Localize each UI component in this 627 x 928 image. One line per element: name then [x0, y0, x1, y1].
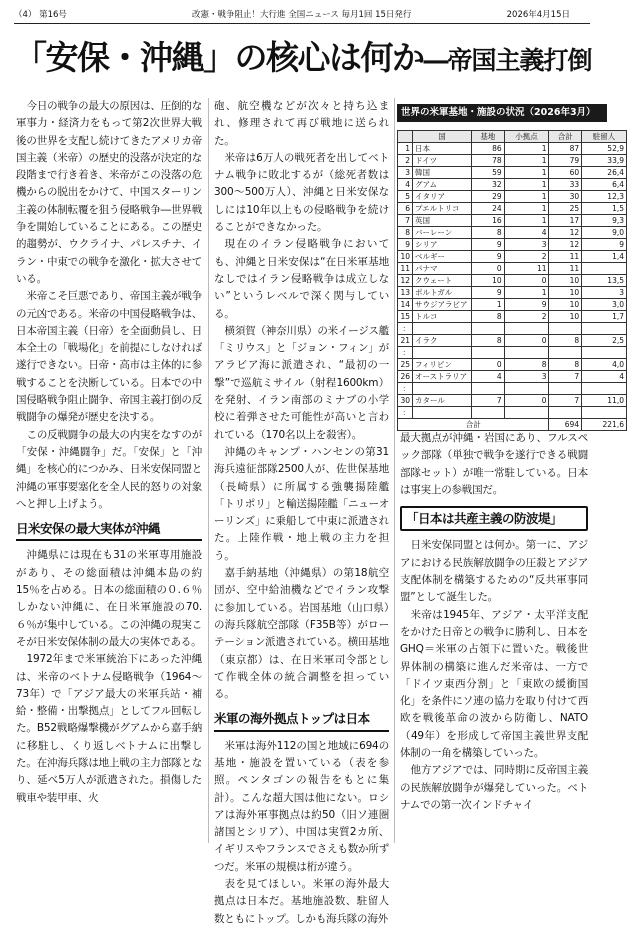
paragraph: 米帝こそ巨悪であり、帝国主義が戦争の元凶である。米帝の中国侵略戦争は、日本帝国主義（日帝）を全面動員し、日本全土の「戦場化」を前提にしなければ遂行できない。日帝・高市は主体的に参戦することを決断している。日本での中国侵略戦争阻止闘争、帝国主義打倒の反戦闘争の爆発が歴史を決する。 — [16, 290, 202, 424]
paragraph: 日米安保同盟とは何か。第一に、アジアにおける民族解放闘争の圧殺とアジア支配体制を構築するための“反共軍事同盟”として誕生した。 — [400, 539, 588, 604]
total-troops: 221,6 — [582, 419, 627, 431]
article-column-3 — [400, 430, 588, 814]
headline-sub: ―帝国主義打倒 — [423, 46, 592, 75]
table-cell: 12 — [549, 227, 582, 239]
table-cell: 9,0 — [582, 227, 627, 239]
column-divider — [208, 98, 209, 843]
table-cell — [504, 323, 549, 335]
column-divider — [394, 98, 395, 843]
table-cell: オーストラリア — [413, 371, 472, 383]
table-cell: 9 — [504, 299, 549, 311]
page-number: （4） 第16号 — [14, 10, 67, 20]
table-row — [398, 203, 627, 215]
us-bases-table — [397, 104, 624, 431]
table-body — [398, 143, 627, 431]
paragraph: 今日の戦争の最大の原因は、圧倒的な軍事力・経済力をもって第2次世界大戦後の世界を支配し続けてきたアメリカ帝国主義（米帝）の歴史的没落が決定的な段階まで行き着き、米帝がこの没落の危機からの脱出をかけて、中国スターリン主義の体制転覆を狙う侵略戦争―世界戦争を開始していることにある。この歴史的趨勢が、ウクライナ、パレスチナ、イラン・中東での戦争を激化・拡大させている。 — [16, 100, 202, 285]
paragraph: 現在のイラン侵略戦争においても、沖縄と日米安保は“在日米軍基地なしではイラン侵略戦争は成立しない”というレベルで深く関与している。 — [214, 238, 389, 320]
table-row — [398, 215, 627, 227]
table-cell: 3 — [398, 167, 413, 179]
table-cell: 79 — [549, 155, 582, 167]
table-cell: 日本 — [413, 143, 472, 155]
table-cell: 3,0 — [582, 299, 627, 311]
table-row — [398, 383, 627, 395]
table-row — [398, 395, 627, 407]
table-cell: 10 — [472, 275, 505, 287]
table-cell: 1 — [504, 191, 549, 203]
table-cell: 59 — [472, 167, 505, 179]
table-row — [398, 311, 627, 323]
table-cell: 1 — [472, 299, 505, 311]
paragraph: 嘉手納基地（沖縄県）の第18航空団が、空中給油機などでイラン攻撃に参加している。岩国基地（山口県）の海兵隊航空部隊（F35B等）がローテーション派遣されている。横田基地（東京都）は、在日米軍司令部として作戦全体の統合調整を担っている。 — [214, 567, 389, 701]
table-cell — [472, 383, 505, 395]
table-cell: ： — [398, 383, 413, 395]
table-cell: 8 — [472, 335, 505, 347]
table-header-row — [398, 131, 627, 143]
table-cell: 10 — [549, 287, 582, 299]
table-cell: 7 — [398, 215, 413, 227]
column-header: 駐留人 — [582, 131, 627, 143]
paragraph: 最大拠点が沖縄・岩国にあり、フルスペック部隊（単独で戦争を遂行できる戦闘部隊セット）が唯一常駐している。日本は事実上の参戦国だ。 — [400, 432, 588, 496]
table-cell: ： — [398, 407, 413, 419]
section-heading: 米軍の海外拠点トップは日本 — [214, 710, 389, 731]
table-cell: 1 — [504, 143, 549, 155]
table-cell: 3 — [582, 287, 627, 299]
table-cell: 1 — [504, 287, 549, 299]
table-cell: 6 — [398, 203, 413, 215]
table-row — [398, 275, 627, 287]
column-header: 小拠点 — [504, 131, 549, 143]
table-cell: 29 — [472, 191, 505, 203]
table-cell: 4 — [398, 179, 413, 191]
table-cell: 12 — [549, 239, 582, 251]
table-row — [398, 299, 627, 311]
bases-table — [397, 130, 627, 431]
table-cell: 2 — [398, 155, 413, 167]
table-cell: 1,4 — [582, 251, 627, 263]
table-row — [398, 371, 627, 383]
table-cell: 11,0 — [582, 395, 627, 407]
paragraph: 1972年まで米軍統治下にあった沖縄は、米帝のベトナム侵略戦争（1964～73年）で「アジア最大の米軍兵站・補給・整備・出撃拠点」としてフル回転した。B52戦略爆撃機がグアムから嘉手納に移駐し、くり返しベトナムに出撃した。在沖海兵隊は地上戦の主力部隊となり、延べ5万人が派遣された。損傷した戦車や装甲車、火 — [16, 653, 202, 804]
table-cell: 26,4 — [582, 167, 627, 179]
table-cell: 12,3 — [582, 191, 627, 203]
table-cell: 60 — [549, 167, 582, 179]
table-cell: 9 — [472, 287, 505, 299]
table-cell: 32 — [472, 179, 505, 191]
table-cell: 4 — [472, 371, 505, 383]
table-cell: 8 — [472, 311, 505, 323]
table-cell — [549, 407, 582, 419]
table-row — [398, 239, 627, 251]
table-cell: 1 — [504, 215, 549, 227]
table-cell: 5 — [398, 191, 413, 203]
table-cell: 3 — [504, 239, 549, 251]
paragraph: 米帝は1945年、アジア・太平洋支配をかけた日帝との戦争に勝利し、日本をGHQ＝米軍の占領下に置いた。戦後世界体制の構築に進んだ米帝は、一方で「ドイツ東西分割」と「東欧の緩衝国化」を条件にソ連の協力を取り付けて西欧を戦後革命の波から防衛し、NATO（49年）を形成して帝国主義世界支配体制の一角を構築していった。 — [400, 608, 588, 760]
section-heading: 日米安保の最大実体が沖縄 — [16, 520, 202, 541]
masthead-bar — [14, 7, 590, 24]
table-cell: 24 — [472, 203, 505, 215]
table-cell: ポルトガル — [413, 287, 472, 299]
table-cell: シリア — [413, 239, 472, 251]
table-row — [398, 323, 627, 335]
table-cell: 1 — [398, 143, 413, 155]
table-cell: クウェート — [413, 275, 472, 287]
column-header: 国 — [413, 131, 472, 143]
table-cell: 30 — [398, 395, 413, 407]
table-cell: カタール — [413, 395, 472, 407]
table-cell: 1 — [504, 203, 549, 215]
article-column-1 — [16, 98, 202, 807]
table-row — [398, 287, 627, 299]
issue-date: 2026年4月15日 — [506, 10, 570, 20]
table-cell: 26 — [398, 371, 413, 383]
paragraph: 他方アジアでは、同時期に反帝国主義の民族解放闘争が爆発していった。ベトナムでの第一次インドチャイ — [400, 764, 588, 811]
table-cell: 9 — [582, 239, 627, 251]
table-cell: 33,9 — [582, 155, 627, 167]
table-cell — [549, 383, 582, 395]
table-cell: 8 — [549, 359, 582, 371]
table-cell: 英国 — [413, 215, 472, 227]
table-cell: 11 — [549, 251, 582, 263]
table-cell — [549, 323, 582, 335]
table-cell: 12 — [398, 275, 413, 287]
table-cell: 30 — [549, 191, 582, 203]
table-cell: 0 — [472, 359, 505, 371]
table-cell — [472, 323, 505, 335]
table-cell: プエルトリコ — [413, 203, 472, 215]
table-cell: イラク — [413, 335, 472, 347]
article-column-2 — [214, 98, 389, 928]
table-row — [398, 155, 627, 167]
table-total-row — [398, 419, 627, 431]
table-cell: 6,4 — [582, 179, 627, 191]
table-cell: 1,5 — [582, 203, 627, 215]
table-cell: 17 — [549, 215, 582, 227]
table-cell: フィリピン — [413, 359, 472, 371]
table-cell — [504, 347, 549, 359]
column-header — [398, 131, 413, 143]
table-cell: 0 — [504, 275, 549, 287]
table-cell — [504, 407, 549, 419]
total-label: 合計 — [398, 419, 549, 431]
table-cell: サウジアラビア — [413, 299, 472, 311]
table-cell: 1 — [504, 179, 549, 191]
table-cell: 10 — [549, 299, 582, 311]
paragraph: 横須賀（神奈川県）の米イージス艦「ミリウス」と「ジョン・フィン」がアラビア海に派遣され、“最初の一撃”で巡航ミサイル（射程1600km）を発射、イラン南部のミナブの小学校に着弾させた可能性が高いと言われている（170名以上を殺害）。 — [214, 324, 389, 441]
table-cell — [549, 347, 582, 359]
table-row — [398, 191, 627, 203]
paragraph: 沖縄県には現在も31の米軍専用施設があり、その総面積は沖縄本島の約15％を占める。日本の総面積の０.６％しかない沖縄に、在日米軍施設の70.６％が集中している。この沖縄の現実こそが日米安保体制の最大の実体である。 — [16, 549, 202, 648]
table-cell — [472, 347, 505, 359]
table-cell: 8 — [472, 227, 505, 239]
table-cell: 9 — [472, 239, 505, 251]
table-cell: 87 — [549, 143, 582, 155]
table-row — [398, 263, 627, 275]
table-cell — [582, 323, 627, 335]
table-cell: 78 — [472, 155, 505, 167]
table-cell — [413, 347, 472, 359]
table-cell: ： — [398, 347, 413, 359]
table-cell: 4,0 — [582, 359, 627, 371]
table-cell — [504, 383, 549, 395]
table-cell: 韓国 — [413, 167, 472, 179]
table-cell: 33 — [549, 179, 582, 191]
table-cell — [472, 407, 505, 419]
table-cell: 10 — [549, 311, 582, 323]
table-cell — [582, 263, 627, 275]
table-row — [398, 227, 627, 239]
table-cell: 52,9 — [582, 143, 627, 155]
table-cell: 4 — [582, 371, 627, 383]
table-cell: 0 — [472, 263, 505, 275]
table-cell: イタリア — [413, 191, 472, 203]
headline-main: 「安保・沖縄」の核心は何か — [14, 38, 424, 77]
table-cell: 15 — [398, 311, 413, 323]
table-cell: 25 — [398, 359, 413, 371]
headline — [14, 32, 592, 79]
table-cell: 1 — [504, 167, 549, 179]
table-cell: 21 — [398, 335, 413, 347]
table-cell: 8 — [504, 359, 549, 371]
table-cell: 0 — [504, 395, 549, 407]
table-cell — [413, 323, 472, 335]
table-row — [398, 335, 627, 347]
table-cell: 9 — [472, 251, 505, 263]
table-cell: 9 — [398, 239, 413, 251]
table-cell: 11 — [549, 263, 582, 275]
table-cell: バーレーン — [413, 227, 472, 239]
table-cell: トルコ — [413, 311, 472, 323]
table-cell: ： — [398, 323, 413, 335]
table-row — [398, 167, 627, 179]
table-cell — [413, 407, 472, 419]
table-cell: 86 — [472, 143, 505, 155]
table-row — [398, 251, 627, 263]
table-cell — [413, 383, 472, 395]
table-row — [398, 347, 627, 359]
table-cell: 9,3 — [582, 215, 627, 227]
paragraph: 米帝は6万人の戦死者を出してベトナム戦争に敗北するが（総死者数は300～500万人）、沖縄と日米安保なしには10年以上もの侵略戦争を続けることができなかった。 — [214, 151, 389, 234]
paragraph: この反戦闘争の最大の内実をなすのが「安保・沖縄闘争」だ。「安保」と「沖縄」を核心的につかみ、日米安保同盟と沖縄の軍事要塞化を全人民的怒りの対象へと押し上げよう。 — [16, 428, 202, 510]
table-cell: 10 — [549, 275, 582, 287]
paragraph: 砲、航空機などが次々と持ち込まれ、修理されて再び戦地に送られた。 — [214, 100, 389, 147]
table-row — [398, 359, 627, 371]
section-heading: 「日本は共産主義の防波堤」 — [400, 506, 588, 531]
table-cell: 1 — [504, 155, 549, 167]
newspaper-title: 改憲・戦争阻止！大行進 全国ニュース 毎月1回 15日発行 — [192, 10, 412, 20]
table-cell: 2 — [504, 311, 549, 323]
table-cell: 2,5 — [582, 335, 627, 347]
paragraph: 表を見てほしい。米軍の海外最大拠点は日本だ。基地施設数、駐留人数ともにトップ。しかも海兵隊の海外 — [214, 878, 389, 925]
table-row — [398, 179, 627, 191]
paragraph: 沖縄のキャンプ・ハンセンの第31海兵遠征部隊2500人が、佐世保基地（長崎県）に所属する強襲揚陸艦「トリポリ」と輸送揚陸艦「ニューオーリンズ」に乗船して中東に派遣された。上陸作戦・地上戦の主力を担う。 — [214, 445, 389, 562]
table-title: 世界の米軍基地・施設の状況（2026年3月） — [397, 104, 607, 122]
table-row — [398, 143, 627, 155]
table-cell: 8 — [398, 227, 413, 239]
table-cell: 14 — [398, 299, 413, 311]
table-cell: 13,5 — [582, 275, 627, 287]
table-cell: 16 — [472, 215, 505, 227]
paragraph: 米軍は海外112の国と地域に694の基地・施設を置いている（表を参照。ペンタゴンの報告をもとに集計）。こんな超大国は他にない。ロシアは海外軍事拠点は約50（旧ソ連圏諸国とシリア）、中国は実質2カ所、イギリスやフランスでさえも数か所ずつだ。米軍の規模は桁が違う。 — [214, 739, 389, 873]
table-cell: ベルギー — [413, 251, 472, 263]
table-cell — [582, 347, 627, 359]
table-cell — [582, 383, 627, 395]
table-cell: 2 — [504, 251, 549, 263]
table-cell: 10 — [398, 251, 413, 263]
table-cell: 25 — [549, 203, 582, 215]
table-row — [398, 407, 627, 419]
table-cell: 7 — [549, 395, 582, 407]
table-cell — [582, 407, 627, 419]
table-cell: パナマ — [413, 263, 472, 275]
table-cell: 7 — [472, 395, 505, 407]
table-cell: 11 — [504, 263, 549, 275]
table-cell: 0 — [504, 335, 549, 347]
table-cell: 8 — [549, 335, 582, 347]
table-cell: 11 — [398, 263, 413, 275]
column-header: 基地 — [472, 131, 505, 143]
column-header: 合計 — [549, 131, 582, 143]
total-sum: 694 — [549, 419, 582, 431]
table-cell: グアム — [413, 179, 472, 191]
table-cell: ドイツ — [413, 155, 472, 167]
table-cell: 3 — [504, 371, 549, 383]
table-cell: 7 — [549, 371, 582, 383]
table-cell: 13 — [398, 287, 413, 299]
table-cell: 4 — [504, 227, 549, 239]
table-cell: 1,7 — [582, 311, 627, 323]
